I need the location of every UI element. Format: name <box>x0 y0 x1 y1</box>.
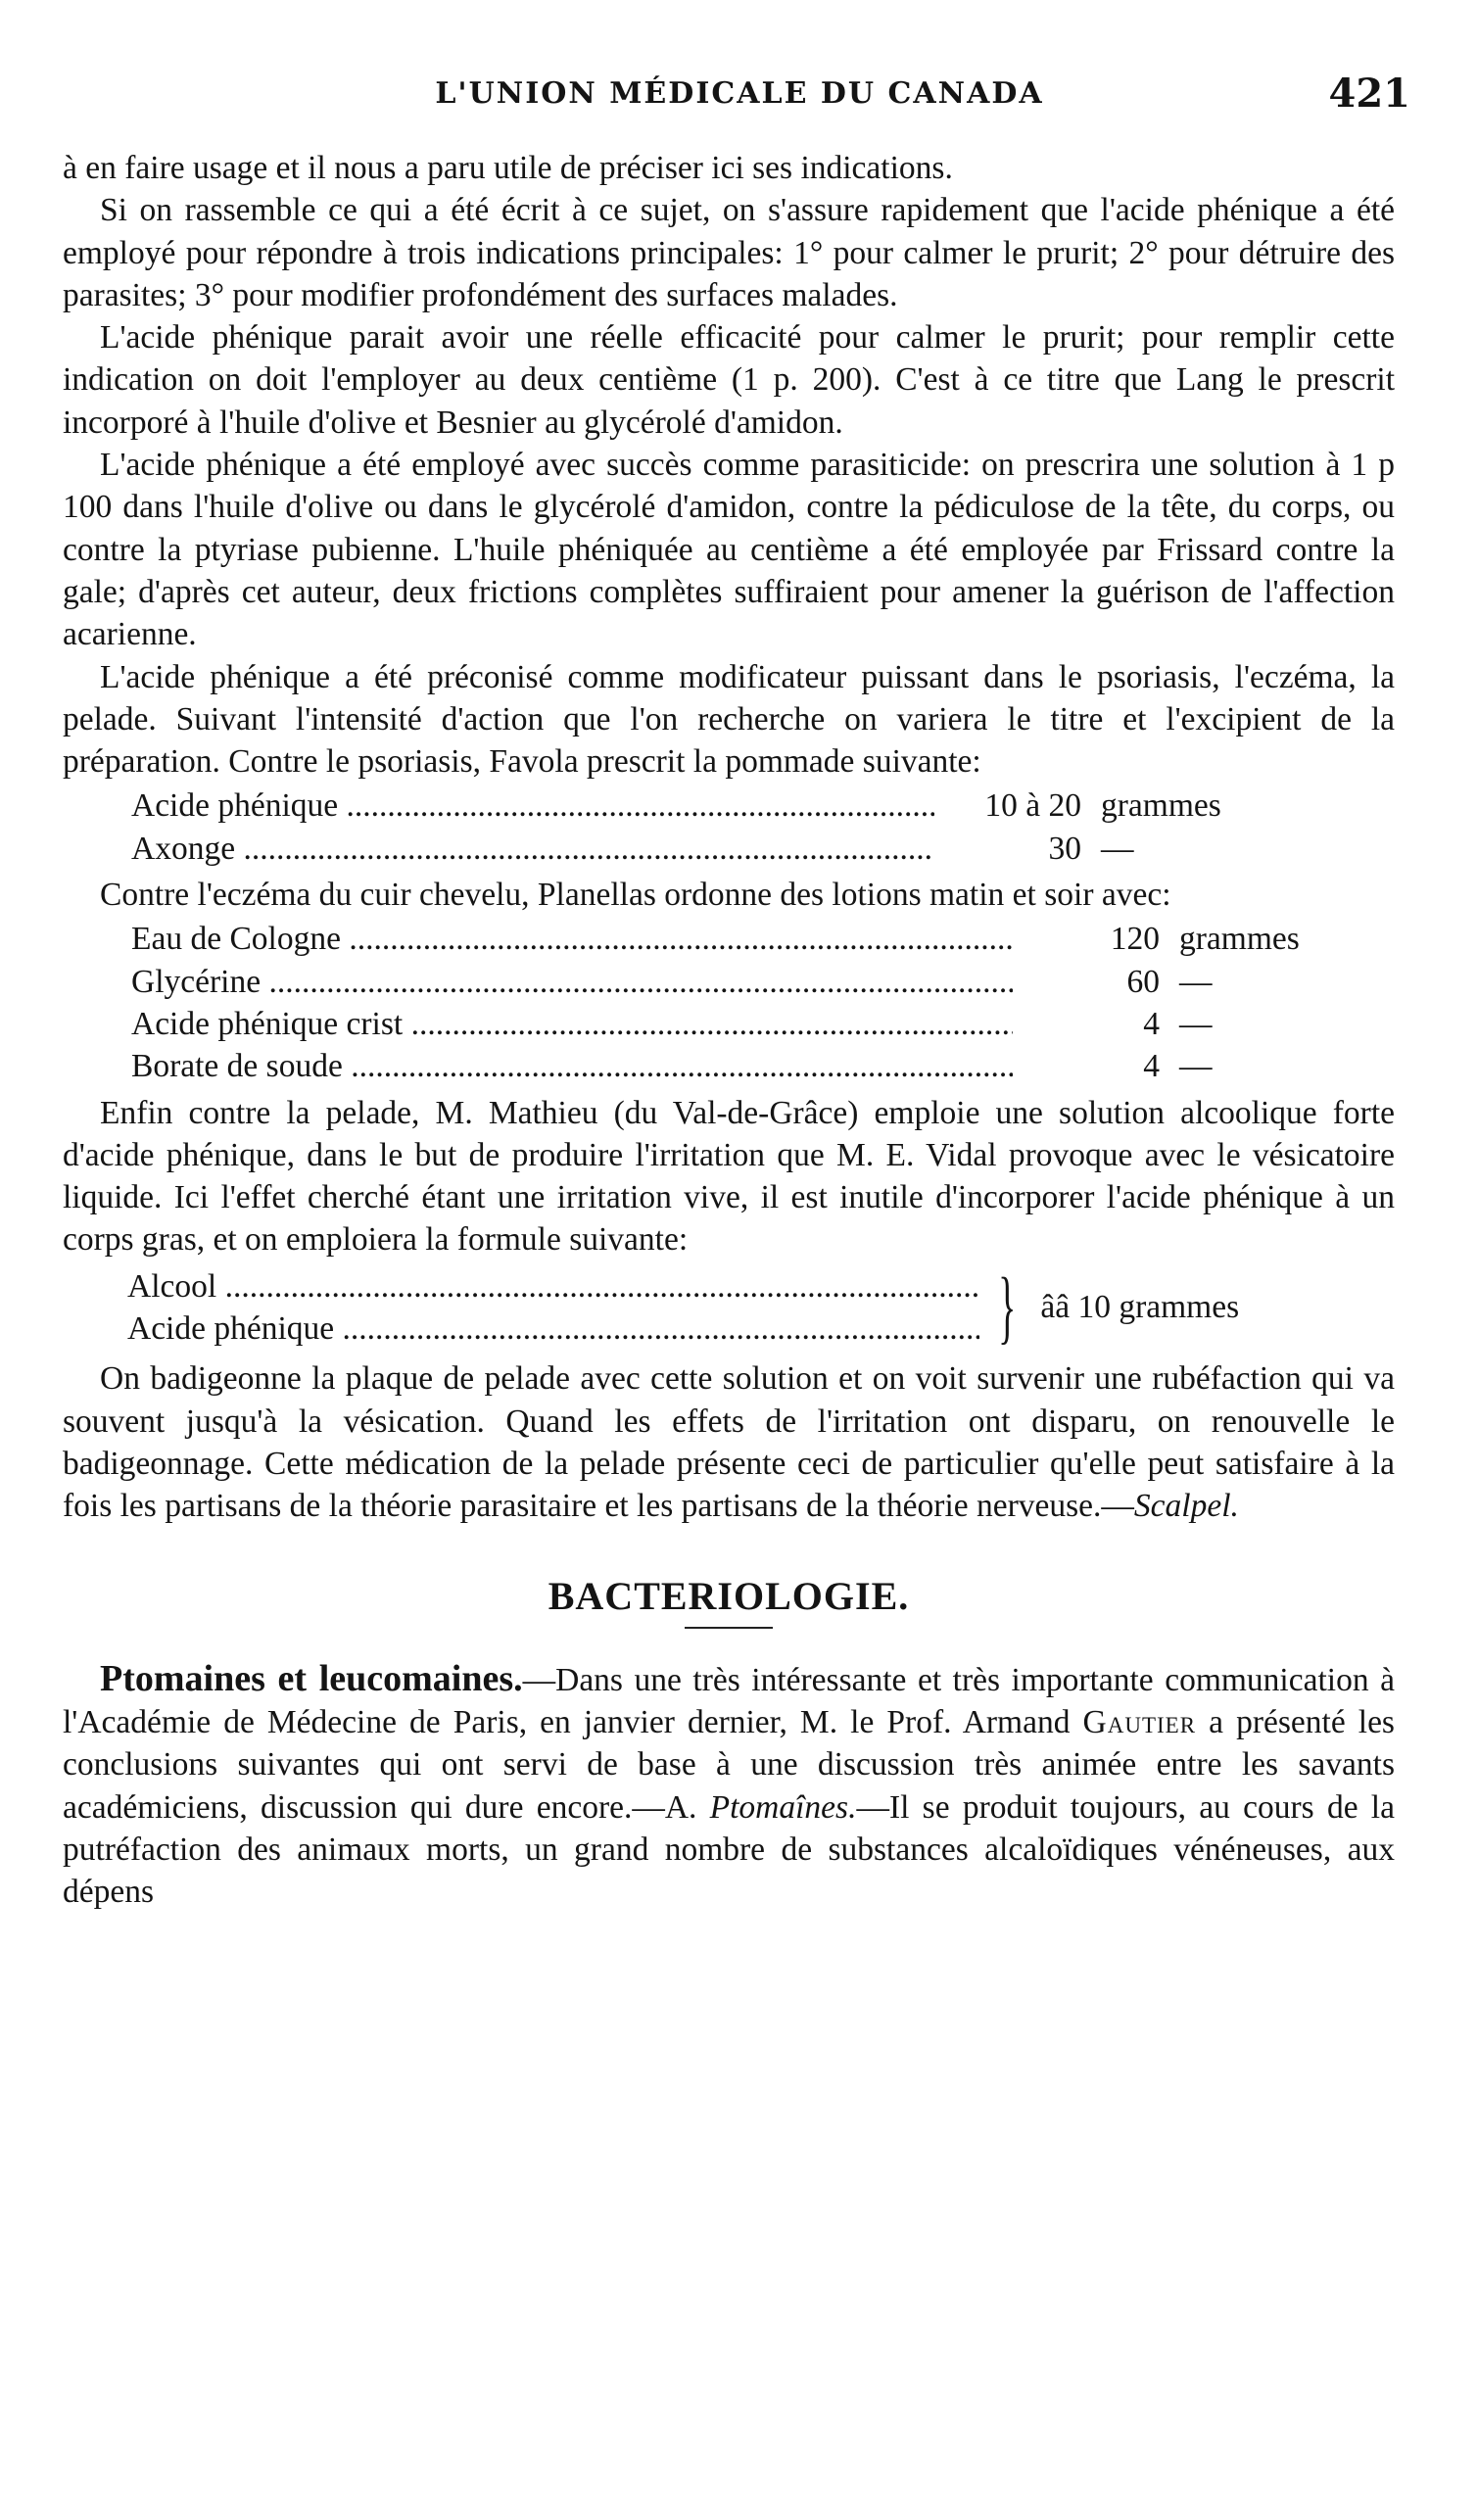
ingredient-name: Acide phénique ..... <box>127 1308 979 1350</box>
page-body <box>63 147 1395 1914</box>
page-number: 421 <box>1328 71 1410 117</box>
article-lead: Ptomaines et leucomaines. <box>100 1657 523 1699</box>
recipe-row <box>131 1003 1365 1045</box>
ingredient-unit: — <box>1179 1048 1213 1085</box>
recipe-row <box>131 961 1365 1003</box>
ingredient-name: Borate de soude ..... <box>131 1045 1013 1087</box>
ingredient-unit: — <box>1179 963 1213 1000</box>
paragraph-parasiticide: L'acide phénique a été employé avec succès comme parasiticide: on prescrira une solution à 1 p 100 dans l'huile d'olive ou dans le glycérolé d'amidon, contre la pédiculose de la tête, du corps, ou contre la ptyriase pubienne. L'huile phéniquée au centième a été employée par Frissard contre la gale; d'après cet auteur, deux frictions complètes suffiraient pour amener la guérison de l'affection acarienne. <box>63 447 1395 653</box>
ingredient-qty: 120 <box>1110 921 1160 958</box>
ingredient-qty: 60 <box>1126 963 1160 1000</box>
paragraph-prurit: L'acide phénique parait avoir une réelle efficacité pour calmer le prurit; pour remplir cette indication on doit l'employer au deux centième (1 p. 200). C'est à ce titre que Lang le prescrit incorporé à l'huile d'olive et Besnier au glycérolé d'amidon. <box>63 319 1395 441</box>
paragraph-indications: Si on rassemble ce qui a été écrit à ce sujet, on s'assure rapidement que l'acide phénique a été employé pour répondre à trois indications principales: 1° pour calmer le prurit; 2° pour détruire des parasites; 3° pour modifier profondément des surfaces malades. <box>63 192 1395 313</box>
brace-symbol: } <box>998 1261 1017 1354</box>
ingredient-qty: 30 <box>1048 830 1081 867</box>
author-name: Gautier <box>1082 1704 1197 1741</box>
recipe-row <box>131 1045 1365 1087</box>
ingredient-name: Eau de Cologne ..... <box>131 918 1013 960</box>
ingredient-name: Glycérine ..... <box>131 961 1013 1003</box>
recipe-items <box>127 1265 979 1351</box>
ingredient-unit: grammes <box>1101 787 1221 825</box>
recipe-pelade <box>127 1261 1401 1354</box>
paragraph-eczema: Contre l'eczéma du cuir chevelu, Planellas ordonne des lotions matin et soir avec: <box>100 877 1171 914</box>
paragraph-text: On badigeonne la plaque de pelade avec cette solution et on voit survenir une rubéfaction qui va souvent jusqu'à la vésication. Quand les effets de l'irritation ont disparu, on renouvelle le badigeonnage. Cette médication de la pelade présente ceci de particulier qu'elle peut satisfaire à la fois les partisans de la théorie parasitaire et les partisans de la théorie nerveuse.— <box>63 1360 1395 1525</box>
paragraph-ptomaines <box>63 1658 1395 1914</box>
recipe-row <box>131 785 1287 827</box>
source-citation: Scalpel. <box>1133 1488 1239 1525</box>
ingredient-qty: ââ 10 grammes <box>1040 1289 1240 1326</box>
section-divider <box>685 1627 773 1629</box>
ingredient-unit: — <box>1101 830 1134 867</box>
article-text: —Dans une très intéressante et très importante communication à l'Académie de Médecine de Paris, en janvier dernier, M. le Prof. Armand <box>63 1661 1395 1741</box>
paragraph-pelade: Enfin contre la pelade, M. Mathieu (du Val-de-Grâce) emploie une solution alcoolique forte d'acide phénique, dans le but de produire l'irritation que M. E. Vidal provoque avec le vésicatoire liquide. Ici l'effet cherché étant une irritation vive, il est inutile d'incorporer l'acide phénique à un corps gras, et on emploiera la formule suivante: <box>63 1094 1395 1259</box>
recipe-row <box>127 1308 979 1350</box>
ingredient-name: Acide phénique crist ..... <box>131 1003 1013 1045</box>
ingredient-qty: 10 à 20 <box>984 787 1081 825</box>
ingredient-name: Axonge ..... <box>131 828 934 870</box>
ingredient-name: Alcool ..... <box>127 1265 979 1308</box>
ingredient-qty: 4 <box>1143 1048 1160 1085</box>
ingredient-unit: — <box>1179 1005 1213 1042</box>
ingredient-name: Acide phénique ..... <box>131 785 934 827</box>
section-title: BACTERIOLOGIE. <box>548 1573 910 1618</box>
paragraph-continued: à en faire usage et il nous a paru utile de préciser ici ses indications. <box>63 150 953 186</box>
running-head <box>69 71 1410 119</box>
ingredient-qty: 4 <box>1143 1005 1160 1042</box>
running-title: L'UNION MÉDICALE DU CANADA <box>435 76 1044 111</box>
ingredient-unit: grammes <box>1179 921 1300 958</box>
recipe-row <box>127 1265 979 1308</box>
article-subhead: Ptomaînes. <box>709 1788 857 1826</box>
recipe-row <box>131 918 1365 960</box>
recipe-psoriasis <box>131 785 1287 870</box>
article-text: a présenté les conclusions suivantes qui ont servi de base à une discussion très animée entre les savants académiciens, discussion qui dure encore.—A. <box>63 1704 1395 1826</box>
paragraph-badigeonnage <box>63 1357 1395 1527</box>
paragraph-modificateur: L'acide phénique a été préconisé comme modificateur puissant dans le psoriasis, l'eczéma, la pelade. Suivant l'intensité d'action que l'on recherche on variera le titre et l'excipient de la préparation. Contre le psoriasis, Favola prescrit la pommade suivante: <box>63 658 1395 781</box>
recipe-eczema <box>131 918 1365 1087</box>
recipe-row <box>131 828 1287 870</box>
article-text: —Il se produit toujours, au cours de la putréfaction des animaux morts, un grand nombre de substances alcaloïdiques vénéneuses, aux dépens <box>63 1788 1395 1911</box>
